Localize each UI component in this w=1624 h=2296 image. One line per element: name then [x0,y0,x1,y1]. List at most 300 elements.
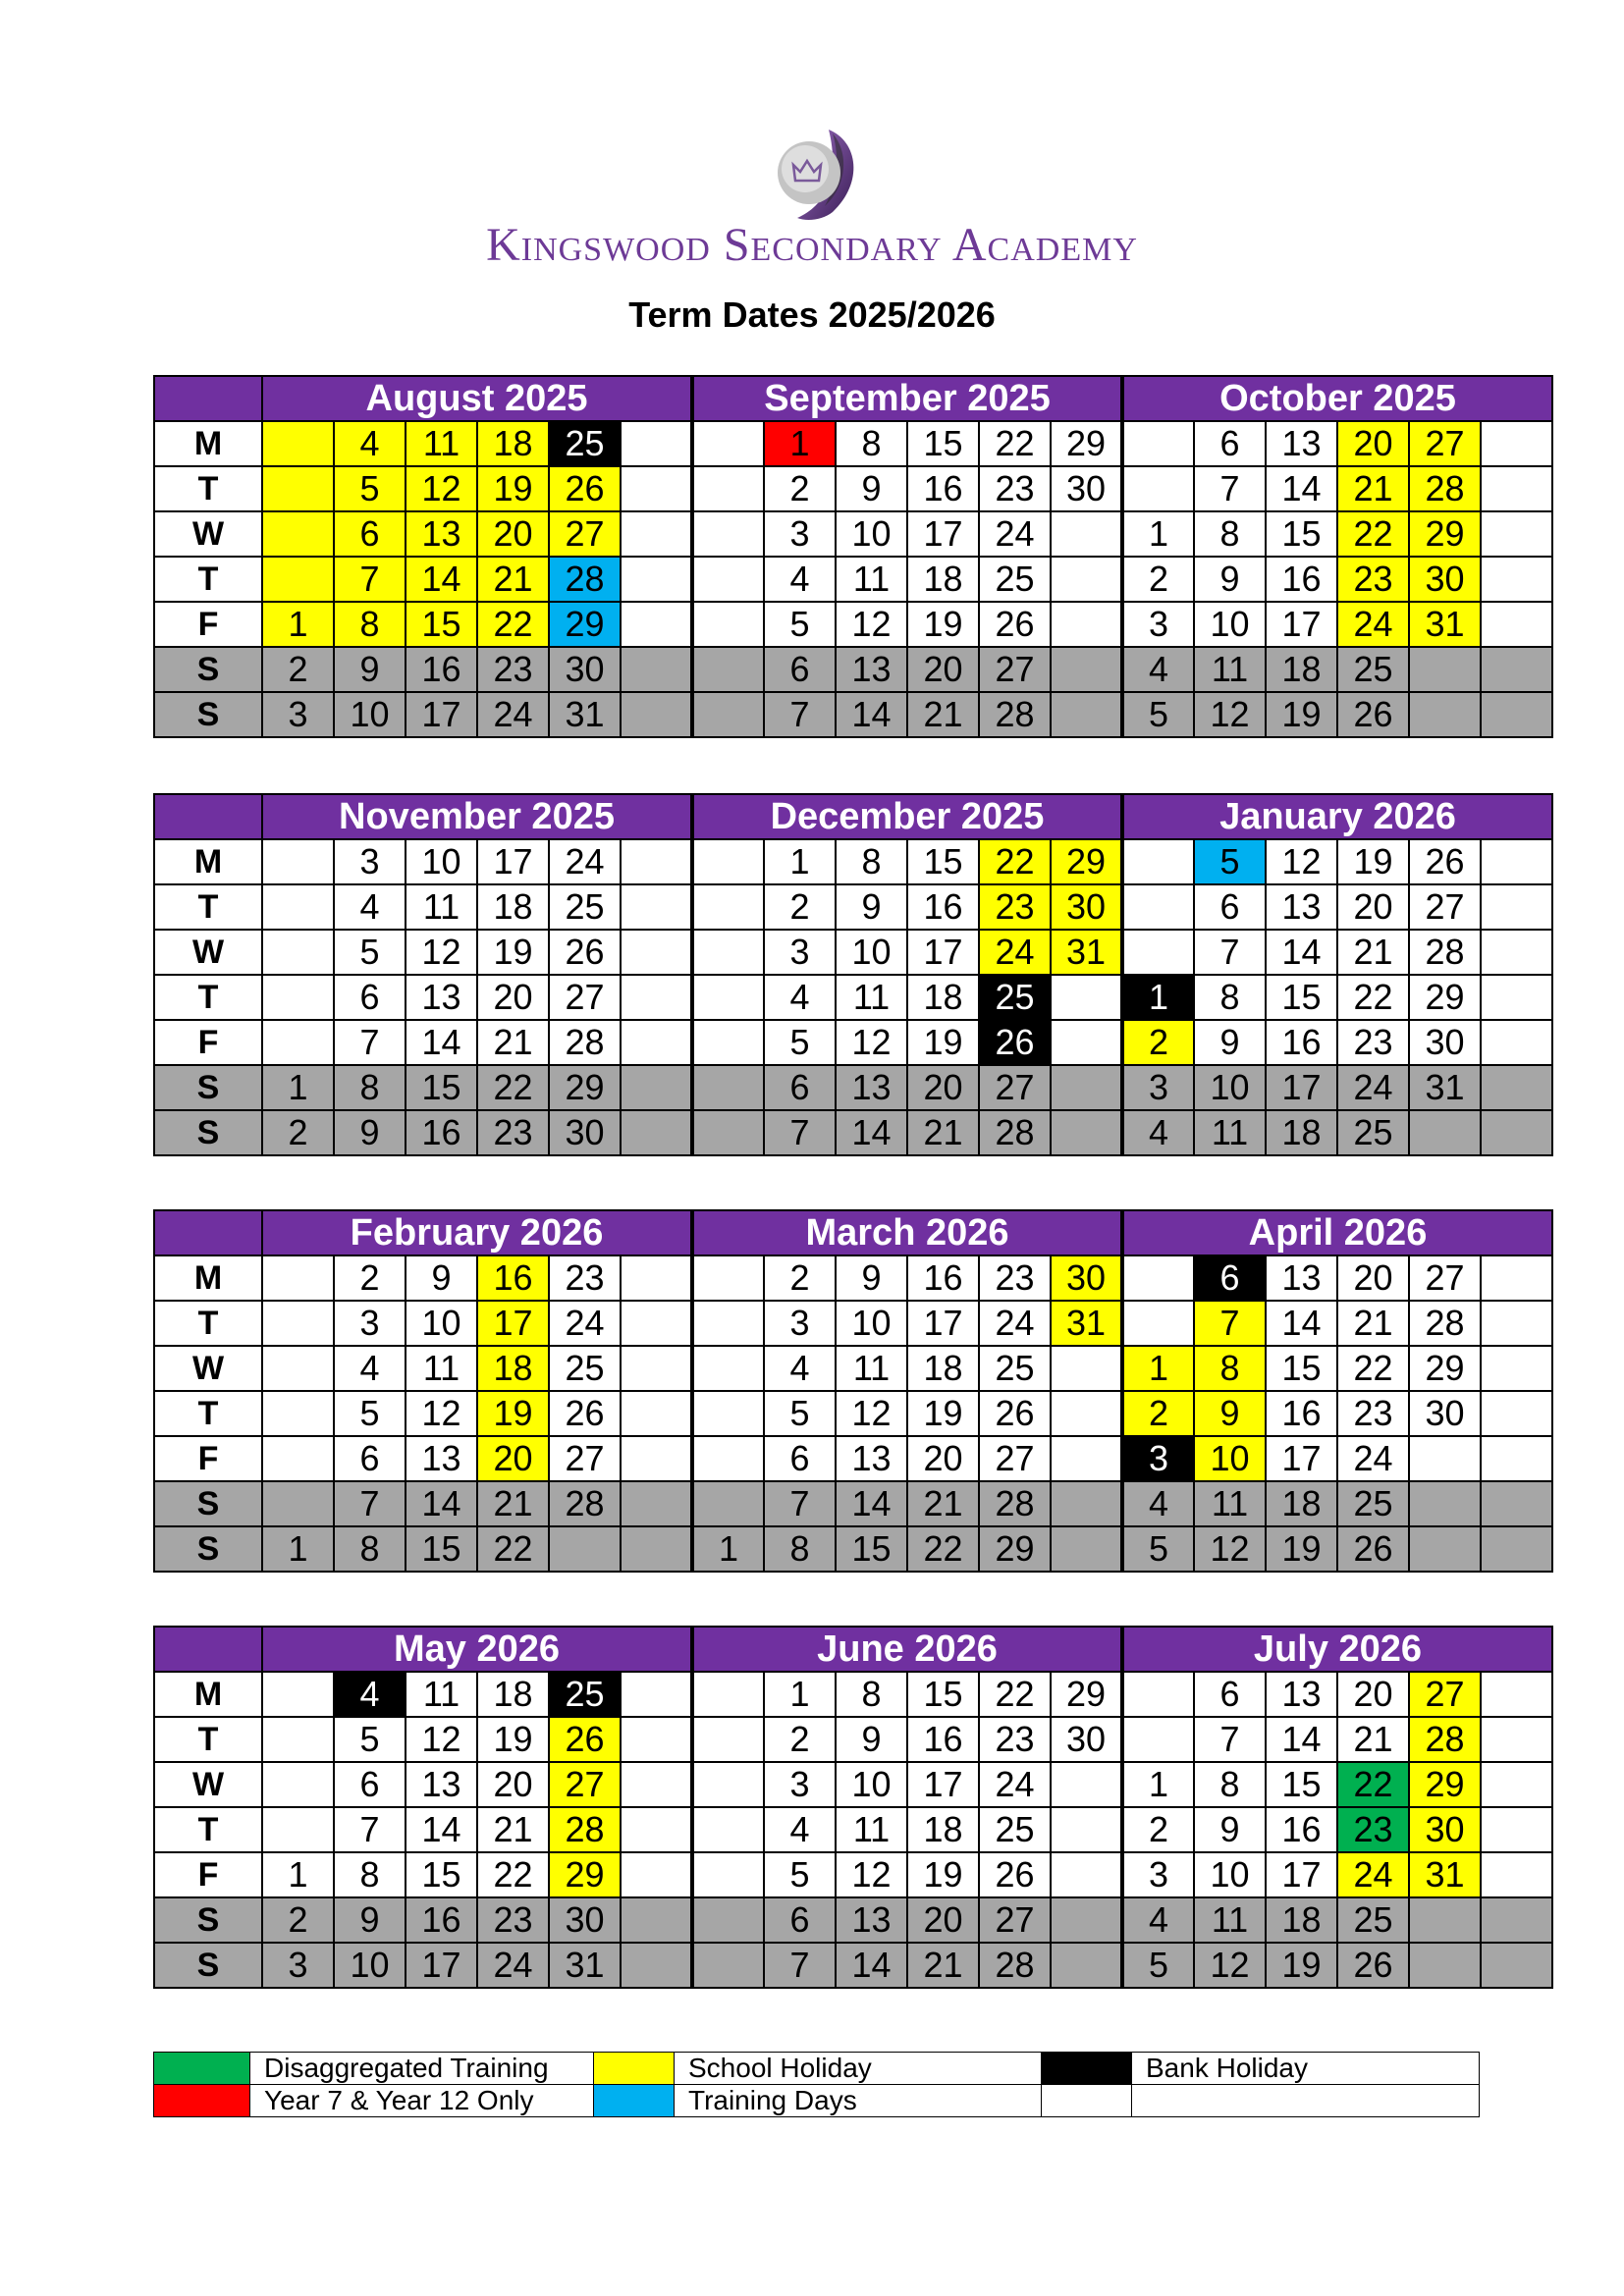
date-cell: 11 [406,1346,477,1391]
date-cell [262,466,334,511]
date-cell: 29 [549,602,621,647]
date-cell: 3 [1122,1852,1194,1897]
date-cell [692,1346,764,1391]
date-cell: 1 [262,1526,334,1572]
date-cell: 10 [1194,1436,1266,1481]
date-cell: 23 [1337,557,1409,602]
date-cell: 16 [1266,1391,1337,1436]
date-cell: 16 [1266,1807,1337,1852]
date-cell: 29 [549,1065,621,1110]
date-cell: 27 [1409,421,1481,466]
date-cell: 9 [406,1255,477,1301]
date-cell: 31 [549,692,621,737]
date-cell [1409,1943,1481,1988]
date-cell: 18 [477,421,549,466]
date-cell: 18 [1266,1110,1337,1155]
date-cell: 23 [1337,1807,1409,1852]
date-cell [262,1436,334,1481]
week-day-row [154,884,1552,930]
date-cell: 26 [979,1852,1051,1897]
date-cell: 22 [979,1672,1051,1717]
week-day-row [154,1762,1552,1807]
date-cell [692,930,764,975]
date-cell: 12 [406,930,477,975]
date-cell [1481,1897,1552,1943]
date-cell: 10 [1194,1065,1266,1110]
date-cell: 4 [334,884,406,930]
date-cell: 23 [549,1255,621,1301]
date-cell: 21 [1337,930,1409,975]
date-cell: 22 [477,1065,549,1110]
date-cell [1409,1526,1481,1572]
date-cell: 22 [907,1526,979,1572]
quarter-block [153,1209,1553,1573]
date-cell: 2 [262,647,334,692]
date-cell: 25 [979,557,1051,602]
date-cell [621,1391,692,1436]
date-cell: 22 [1337,1346,1409,1391]
date-cell: 17 [477,1301,549,1346]
date-cell [1122,1301,1194,1346]
date-cell: 30 [1051,1255,1122,1301]
date-cell [262,1717,334,1762]
date-cell: 27 [549,1762,621,1807]
week-day-row [154,1717,1552,1762]
date-cell: 18 [1266,1481,1337,1526]
date-cell [692,1807,764,1852]
date-cell: 7 [764,1481,836,1526]
date-cell: 26 [1337,1526,1409,1572]
date-cell: 10 [836,511,907,557]
date-cell: 10 [406,1301,477,1346]
date-cell: 8 [836,421,907,466]
date-cell: 14 [406,1481,477,1526]
date-cell [1481,1672,1552,1717]
week-day-row [154,692,1552,737]
week-day-row [154,557,1552,602]
date-cell: 15 [1266,1762,1337,1807]
date-cell: 10 [334,692,406,737]
date-cell: 9 [334,1897,406,1943]
date-cell [1051,1110,1122,1155]
date-cell [1051,557,1122,602]
date-cell [621,975,692,1020]
date-cell [1481,975,1552,1020]
legend-row [154,2053,1480,2085]
date-cell: 29 [1409,1346,1481,1391]
date-cell: 13 [1266,1255,1337,1301]
date-cell: 15 [406,1852,477,1897]
date-cell: 5 [1122,692,1194,737]
date-cell: 4 [334,1672,406,1717]
date-cell [1481,1943,1552,1988]
date-cell [1122,884,1194,930]
date-cell: 1 [1122,1762,1194,1807]
date-cell [692,1762,764,1807]
date-cell: 13 [1266,421,1337,466]
date-cell: 22 [979,839,1051,884]
date-cell: 30 [1051,884,1122,930]
date-cell [1481,839,1552,884]
date-cell: 13 [836,1897,907,1943]
week-day-row [154,1436,1552,1481]
date-cell: 9 [836,466,907,511]
date-cell [262,1020,334,1065]
date-cell: 2 [334,1255,406,1301]
date-cell: 3 [334,1301,406,1346]
date-cell: 5 [1122,1526,1194,1572]
week-day-row [154,930,1552,975]
week-day-row [154,1807,1552,1852]
date-cell: 19 [477,466,549,511]
date-cell: 14 [1266,466,1337,511]
date-cell [621,1301,692,1346]
date-cell [621,1762,692,1807]
date-cell [262,1346,334,1391]
date-cell: 31 [549,1943,621,1988]
date-cell [262,839,334,884]
legend-row [154,2085,1480,2117]
date-cell: 3 [764,1301,836,1346]
date-cell [262,1391,334,1436]
date-cell: 24 [979,1762,1051,1807]
date-cell: 13 [1266,1672,1337,1717]
date-cell [1051,1346,1122,1391]
date-cell: 3 [1122,602,1194,647]
date-cell: 3 [764,511,836,557]
date-cell: 5 [334,1717,406,1762]
date-cell: 7 [1194,1717,1266,1762]
date-cell: 19 [907,1852,979,1897]
date-cell: 27 [979,647,1051,692]
date-cell [1481,1526,1552,1572]
date-cell: 6 [334,511,406,557]
date-cell [1481,1065,1552,1110]
date-cell [1481,884,1552,930]
date-cell: 13 [836,647,907,692]
date-cell: 5 [764,602,836,647]
date-cell [621,1717,692,1762]
date-cell: 23 [1337,1391,1409,1436]
date-cell: 4 [1122,1897,1194,1943]
date-cell: 4 [1122,647,1194,692]
month-header: April 2026 [1122,1210,1552,1255]
date-cell: 1 [1122,511,1194,557]
legend-label-year7-year12-only: Year 7 & Year 12 Only [250,2085,594,2117]
week-day-row [154,421,1552,466]
date-cell: 22 [1337,511,1409,557]
date-cell: 5 [764,1391,836,1436]
week-day-row [154,1672,1552,1717]
month-header: August 2025 [262,376,692,421]
day-label: S [154,1110,262,1155]
date-cell [621,647,692,692]
date-cell: 31 [1409,602,1481,647]
date-cell: 8 [1194,1346,1266,1391]
date-cell: 26 [549,1391,621,1436]
date-cell [621,1065,692,1110]
date-cell: 16 [477,1255,549,1301]
date-cell [1051,1436,1122,1481]
date-cell: 15 [907,1672,979,1717]
date-cell: 29 [1409,975,1481,1020]
date-cell [1051,1897,1122,1943]
date-cell: 1 [764,839,836,884]
date-cell [621,884,692,930]
date-cell: 24 [1337,1065,1409,1110]
date-cell [1481,1436,1552,1481]
date-cell: 8 [334,1065,406,1110]
date-cell: 20 [477,1436,549,1481]
date-cell: 10 [1194,1852,1266,1897]
day-label: S [154,647,262,692]
date-cell [692,1065,764,1110]
date-cell: 8 [836,839,907,884]
date-cell [621,602,692,647]
date-cell: 21 [907,1943,979,1988]
day-label: T [154,1807,262,1852]
date-cell: 19 [1266,1943,1337,1988]
date-cell: 16 [1266,1020,1337,1065]
date-cell: 12 [836,602,907,647]
date-cell: 11 [1194,1897,1266,1943]
day-label: F [154,602,262,647]
date-cell [692,421,764,466]
date-cell: 4 [1122,1110,1194,1155]
date-cell: 11 [836,557,907,602]
date-cell: 6 [1194,1672,1266,1717]
week-day-row [154,1897,1552,1943]
date-cell: 12 [406,1391,477,1436]
month-header: September 2025 [692,376,1122,421]
date-cell: 5 [1194,839,1266,884]
date-cell: 9 [836,884,907,930]
week-day-row [154,839,1552,884]
date-cell [692,1255,764,1301]
date-cell [1481,1255,1552,1301]
date-cell: 30 [549,1897,621,1943]
date-cell: 24 [979,1301,1051,1346]
date-cell: 26 [549,466,621,511]
date-cell: 16 [907,1717,979,1762]
date-cell [692,1672,764,1717]
date-cell: 4 [334,421,406,466]
date-cell [692,975,764,1020]
disaggregated-training-swatch [154,2053,250,2085]
date-cell: 25 [549,421,621,466]
week-day-row [154,1020,1552,1065]
date-cell: 1 [1122,1346,1194,1391]
month-header: February 2026 [262,1210,692,1255]
date-cell [692,692,764,737]
date-cell: 22 [1337,1762,1409,1807]
date-cell: 18 [907,1807,979,1852]
week-day-row [154,602,1552,647]
date-cell [1122,1672,1194,1717]
date-cell: 5 [334,1391,406,1436]
week-day-row [154,1346,1552,1391]
date-cell [1481,466,1552,511]
day-label: W [154,930,262,975]
date-cell: 11 [406,884,477,930]
date-cell: 20 [907,647,979,692]
date-cell: 13 [406,1436,477,1481]
date-cell: 26 [1409,839,1481,884]
date-cell: 18 [907,1346,979,1391]
date-cell: 18 [1266,1897,1337,1943]
date-cell: 30 [549,1110,621,1155]
date-cell: 25 [1337,1481,1409,1526]
date-cell: 30 [1051,466,1122,511]
date-cell: 7 [1194,1301,1266,1346]
date-cell: 28 [549,1807,621,1852]
date-cell: 9 [836,1255,907,1301]
date-cell: 4 [764,557,836,602]
header-corner [154,376,262,421]
date-cell: 15 [1266,1346,1337,1391]
date-cell: 27 [549,975,621,1020]
date-cell: 11 [1194,647,1266,692]
date-cell: 16 [1266,557,1337,602]
date-cell: 26 [1337,692,1409,737]
date-cell: 7 [1194,930,1266,975]
date-cell: 25 [979,975,1051,1020]
date-cell: 14 [836,1943,907,1988]
date-cell [262,1481,334,1526]
date-cell [1409,1436,1481,1481]
date-cell: 14 [406,557,477,602]
date-cell: 28 [549,557,621,602]
day-label: F [154,1436,262,1481]
date-cell [621,1897,692,1943]
date-cell [692,1717,764,1762]
date-cell: 30 [1409,1391,1481,1436]
date-cell: 8 [1194,1762,1266,1807]
date-cell [1481,1852,1552,1897]
date-cell: 7 [334,557,406,602]
date-cell [262,975,334,1020]
date-cell: 20 [1337,884,1409,930]
header-corner [154,1627,262,1672]
legend-label-school-holiday: School Holiday [675,2053,1042,2085]
day-label: S [154,692,262,737]
date-cell: 20 [907,1436,979,1481]
week-day-row [154,1391,1552,1436]
date-cell: 17 [1266,1852,1337,1897]
date-cell: 7 [1194,466,1266,511]
date-cell: 9 [334,647,406,692]
date-cell: 1 [1122,975,1194,1020]
date-cell: 29 [1409,511,1481,557]
date-cell: 4 [764,1346,836,1391]
date-cell: 21 [907,692,979,737]
date-cell: 24 [1337,1852,1409,1897]
date-cell: 17 [1266,602,1337,647]
bank-holiday-swatch [1042,2053,1132,2085]
date-cell: 3 [1122,1436,1194,1481]
date-cell [262,1807,334,1852]
date-cell [1051,1065,1122,1110]
date-cell [621,1526,692,1572]
date-cell: 14 [1266,1301,1337,1346]
week-day-row [154,647,1552,692]
date-cell [621,511,692,557]
date-cell: 16 [406,647,477,692]
date-cell: 30 [549,647,621,692]
date-cell [1409,1897,1481,1943]
date-cell: 31 [1051,930,1122,975]
year7-year12-only-swatch [154,2085,250,2117]
date-cell: 11 [406,421,477,466]
day-label: M [154,1672,262,1717]
date-cell [1481,557,1552,602]
date-cell [692,1481,764,1526]
date-cell: 16 [907,884,979,930]
date-cell [1122,421,1194,466]
date-cell [1051,1481,1122,1526]
month-header: October 2025 [1122,376,1552,421]
date-cell: 14 [406,1807,477,1852]
page-title: Term Dates 2025/2026 [628,294,996,335]
date-cell: 11 [406,1672,477,1717]
date-cell: 10 [406,839,477,884]
date-cell [1481,692,1552,737]
day-label: F [154,1020,262,1065]
quarter-block [153,1626,1553,1989]
date-cell [692,1110,764,1155]
day-label: T [154,1717,262,1762]
date-cell: 9 [1194,1020,1266,1065]
date-cell: 14 [836,1110,907,1155]
date-cell: 16 [907,466,979,511]
date-cell: 2 [764,1717,836,1762]
date-cell: 12 [1194,1526,1266,1572]
date-cell: 17 [477,839,549,884]
date-cell [1122,839,1194,884]
day-label: W [154,1346,262,1391]
date-cell [621,557,692,602]
date-cell [1481,1717,1552,1762]
date-cell: 4 [764,1807,836,1852]
date-cell [549,1526,621,1572]
date-cell [621,692,692,737]
date-cell: 21 [477,1481,549,1526]
quarter-block [153,375,1553,738]
date-cell: 27 [1409,1672,1481,1717]
date-cell: 21 [477,1020,549,1065]
date-cell: 7 [764,1943,836,1988]
date-cell [692,839,764,884]
date-cell: 2 [262,1897,334,1943]
day-label: M [154,839,262,884]
date-cell: 7 [764,1110,836,1155]
date-cell: 18 [907,557,979,602]
month-header: January 2026 [1122,794,1552,839]
date-cell: 14 [836,1481,907,1526]
date-cell [621,1020,692,1065]
date-cell: 19 [1266,692,1337,737]
date-cell: 7 [334,1020,406,1065]
date-cell [1409,647,1481,692]
date-cell: 21 [477,557,549,602]
date-cell: 8 [334,1526,406,1572]
date-cell: 12 [1194,1943,1266,1988]
day-label: M [154,421,262,466]
date-cell: 8 [764,1526,836,1572]
date-cell: 12 [406,466,477,511]
date-cell [1481,1110,1552,1155]
date-cell: 9 [1194,557,1266,602]
